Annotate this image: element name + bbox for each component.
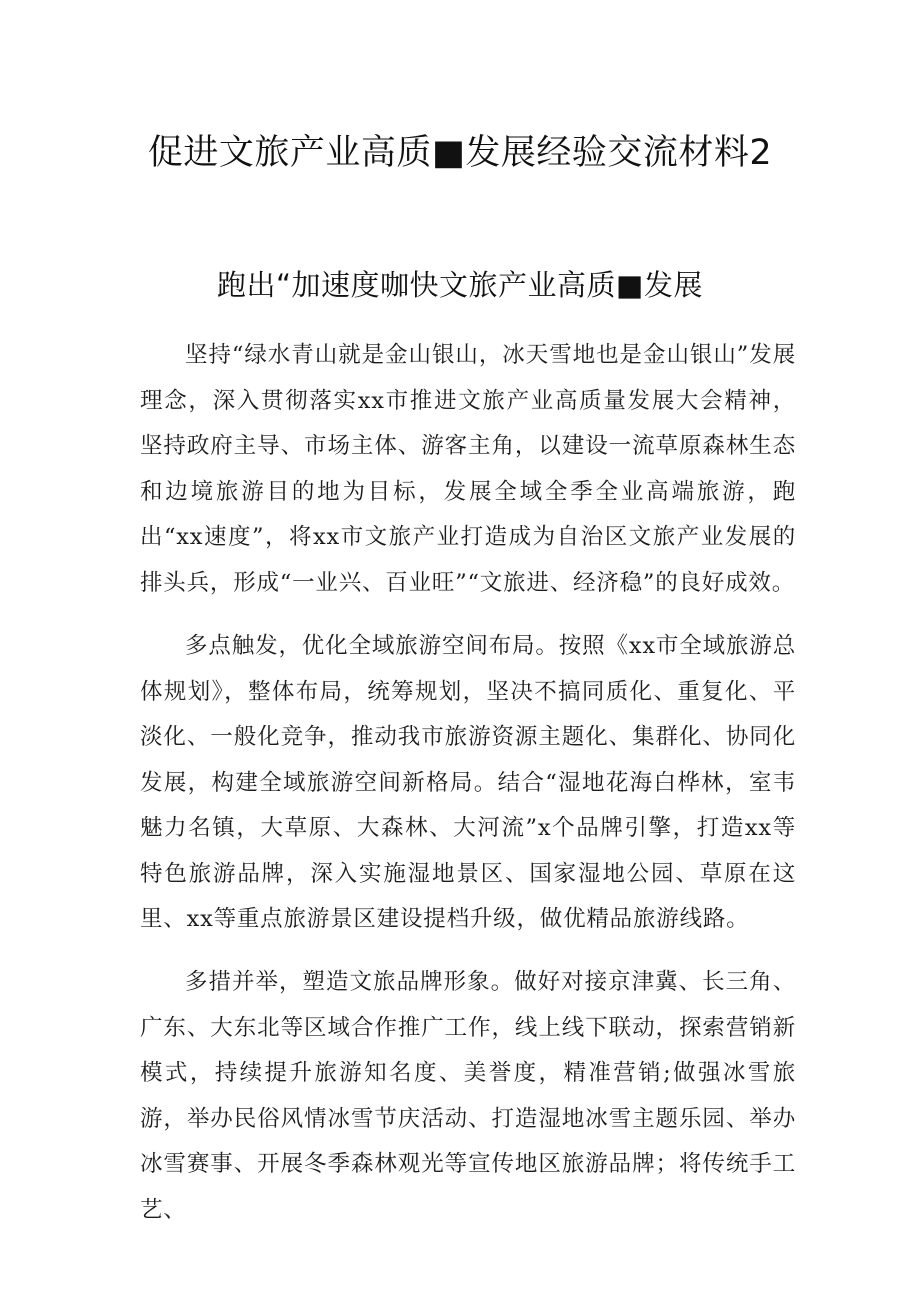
body-paragraph-1: 坚持“绿水青山就是金山银山，冰天雪地也是金山银山”发展理念，深入贯彻落实xx市推进文旅产业高质量发展大会精神，坚持政府主导、市场主体、游客主角，以建设一流草原森林生态和边境旅游目的地为目标，发展全域全季全业高端旅游，跑出“xx速度”，将xx市文旅产业打造成为自治区文旅产业发展的排头兵，形成“一业兴、百业旺”“文旅进、经济稳”的良好成效。 [140, 342, 796, 596]
body-paragraph-3: 多措并举，塑造文旅品牌形象。做好对接京津冀、长三角、广东、大东北等区域合作推广工作，线上线下联动，探索营销新模式，持续提升旅游知名度、美誉度，精准营销;做强冰雪旅游，举办民俗风情冰雪节庆活动、打造湿地冰雪主题乐园、举办冰雪赛事、开展冬季森林观光等宣传地区旅游品牌；将传统手工艺、 [140, 969, 796, 1223]
document-subtitle: 跑出“加速度咖快文旅产业高质■发展 [217, 268, 703, 302]
body-paragraph-2: 多点触发，优化全域旅游空间布局。按照《xx市全域旅游总体规划》，整体布局，统筹规划，坚决不搞同质化、重复化、平淡化、一般化竞争，推动我市旅游资源主题化、集群化、协同化发展，构建全域旅游空间新格局。结合“湿地花海白桦林，室韦魅力名镇，大草原、大森林、大河流”x个品牌引擎，打造xx等特色旅游品牌，深入实施湿地景区、国家湿地公园、草原在这里、xx等重点旅游景区建设提档升级，做优精品旅游线路。 [140, 633, 796, 932]
document-title: 促进文旅产业高质■发展经验交流材料2 [147, 133, 773, 173]
